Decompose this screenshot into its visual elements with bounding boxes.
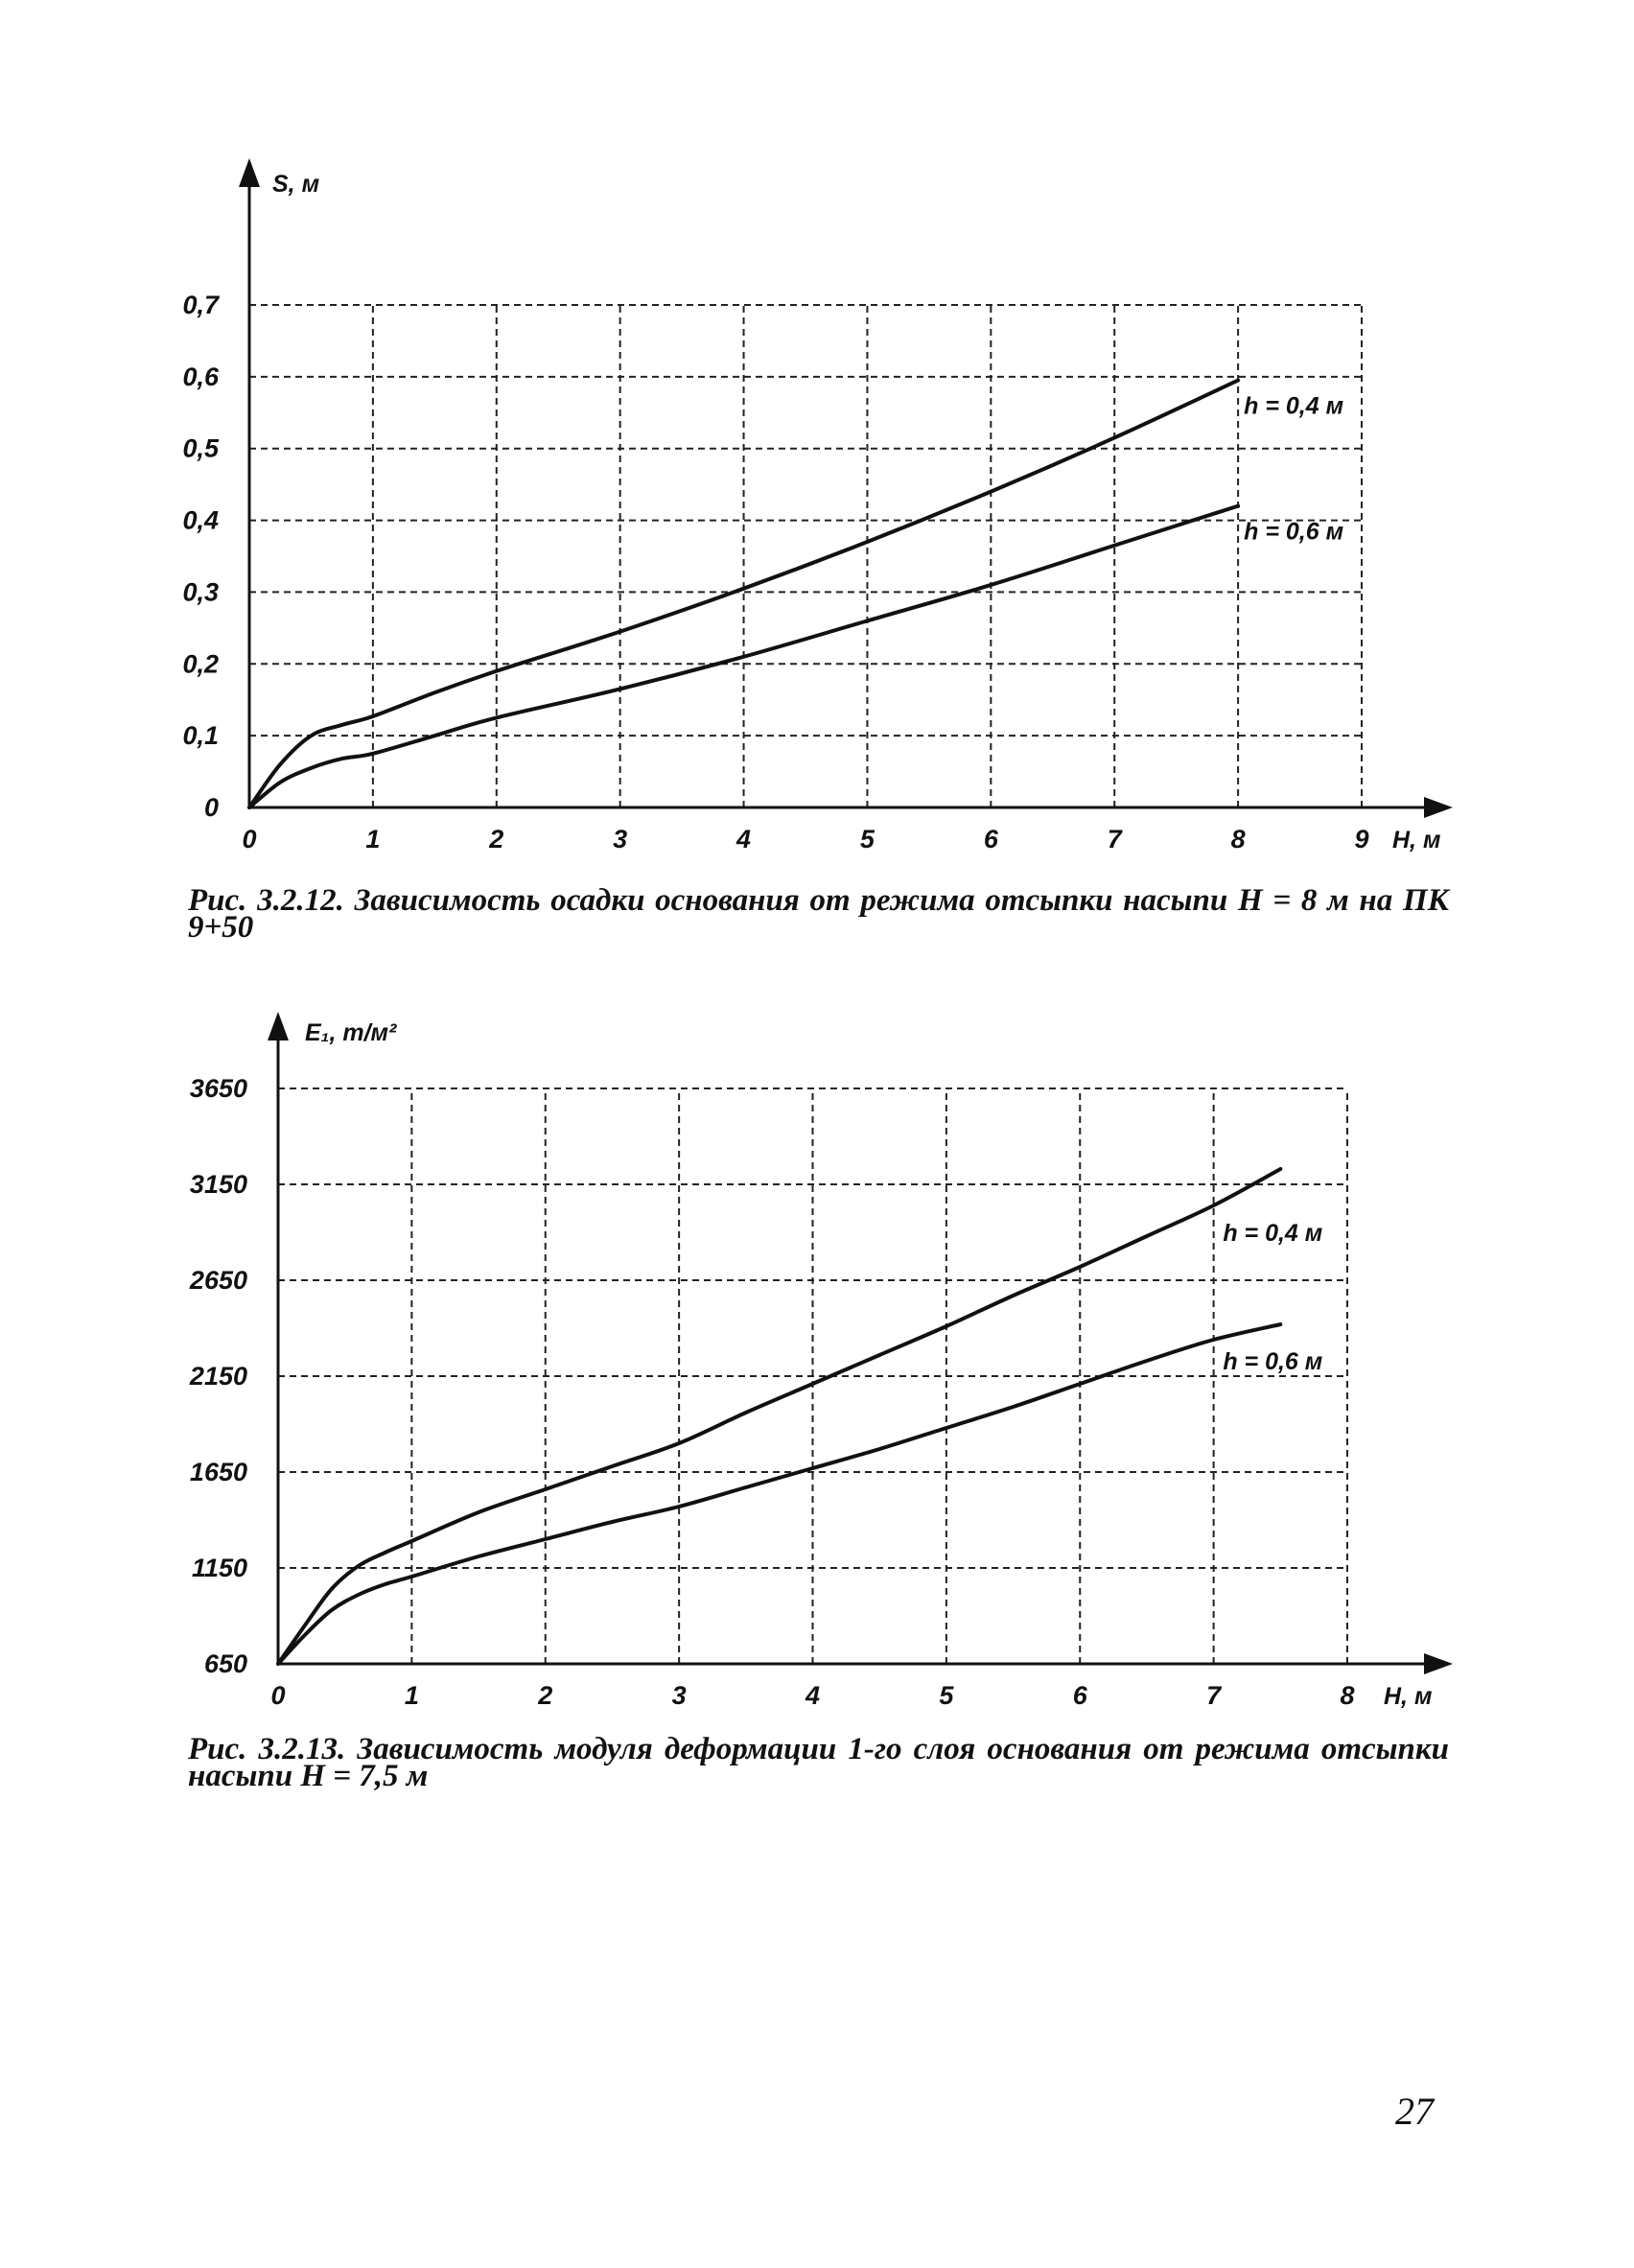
- chart1-grid: [249, 305, 1362, 807]
- chart2-x-tick-label: 6: [1072, 1681, 1087, 1710]
- chart2-x-tick-label: 8: [1340, 1681, 1355, 1710]
- chart2-grid: [278, 1088, 1347, 1664]
- chart1-x-tick-label: 0: [242, 825, 257, 853]
- chart2-x-tick-label: 0: [270, 1681, 286, 1710]
- chart1-x-tick-label: 4: [736, 825, 752, 853]
- chart1-y-tick-label: 0,6: [182, 362, 219, 391]
- chart1-x-axis-arrow: [1424, 797, 1453, 818]
- chart2-series-label-h04: h = 0,4 м: [1223, 1220, 1323, 1247]
- chart1-y-tick-label: 0,2: [182, 649, 219, 679]
- chart2-x-tick-label: 1: [404, 1681, 419, 1710]
- chart2-x-tick-label: 3: [671, 1681, 687, 1710]
- chart1-x-tick-label: 8: [1230, 825, 1246, 853]
- chart1-y-tick-label: 0,5: [182, 433, 219, 463]
- chart2-y-axis-arrow: [268, 1012, 289, 1040]
- chart2-y-tick-label: 2150: [189, 1362, 247, 1391]
- chart2-y-tick-label: 2650: [189, 1266, 247, 1295]
- settlement-chart: [0, 144, 1634, 873]
- chart1-y-tick-label: 0,3: [182, 577, 219, 607]
- chart2-y-tick-label: 650: [203, 1649, 247, 1678]
- chart2-labels: [189, 1019, 1433, 1710]
- chart1-y-axis-label: S, м: [272, 171, 320, 198]
- chart1-series-label-h04: h = 0,4 м: [1244, 392, 1344, 420]
- chart1-x-tick-label: 2: [489, 825, 504, 853]
- chart2-x-tick-label: 7: [1206, 1681, 1222, 1710]
- chart2-y-tick-label: 3150: [189, 1170, 247, 1199]
- chart2-series-label-h06: h = 0,6 м: [1223, 1348, 1323, 1375]
- figure-caption-1: Рис. 3.2.12. Зависимость осадки основания от режима отсыпки насыпи H = 8 м на ПК 9+50: [188, 883, 1449, 945]
- chart2-x-tick-label: 2: [538, 1681, 553, 1710]
- chart1-axes: [239, 158, 1453, 818]
- chart1-x-tick-label: 3: [613, 825, 628, 853]
- figure-caption-2: Рис. 3.2.13. Зависимость модуля деформации 1-го слоя основания от режима отсыпки насыпи H = 7,5 м: [188, 1732, 1449, 1793]
- chart2-x-axis-label: H, м: [1384, 1683, 1433, 1710]
- chart1-series-label-h06: h = 0,6 м: [1244, 518, 1344, 546]
- chart1-y-tick-label: 0,7: [182, 291, 219, 319]
- chart2-y-tick-label: 3650: [189, 1074, 247, 1103]
- chart2-x-axis-arrow: [1424, 1653, 1453, 1674]
- chart1-y-tick-label: 0,4: [182, 505, 219, 535]
- deformation-modulus-chart: [0, 997, 1634, 1736]
- chart1-x-tick-label: 6: [983, 825, 998, 853]
- chart1-y-tick-label: 0,1: [182, 721, 219, 751]
- chart2-y-tick-label: 1650: [189, 1458, 247, 1486]
- chart2-curves: [278, 1169, 1280, 1664]
- chart2-x-tick-label: 4: [805, 1681, 821, 1710]
- chart1-x-tick-label: 9: [1354, 825, 1369, 853]
- chart1-y-axis-arrow: [239, 158, 260, 187]
- chart1-x-axis-label: H, м: [1392, 827, 1441, 853]
- chart2-axes: [268, 1012, 1453, 1674]
- chart1-x-tick-label: 7: [1107, 825, 1122, 853]
- page-number: 27: [1395, 2090, 1434, 2133]
- chart2-series-line-h04: [278, 1169, 1280, 1664]
- chart2-x-tick-label: 5: [939, 1681, 954, 1710]
- chart1-y-tick-label: 0: [203, 793, 219, 822]
- chart1-labels: [182, 171, 1440, 853]
- chart2-y-tick-label: 1150: [191, 1554, 247, 1582]
- chart2-y-axis-label: E₁, т/м²: [305, 1019, 397, 1046]
- chart1-x-tick-label: 5: [859, 825, 875, 853]
- chart1-x-tick-label: 1: [365, 825, 381, 853]
